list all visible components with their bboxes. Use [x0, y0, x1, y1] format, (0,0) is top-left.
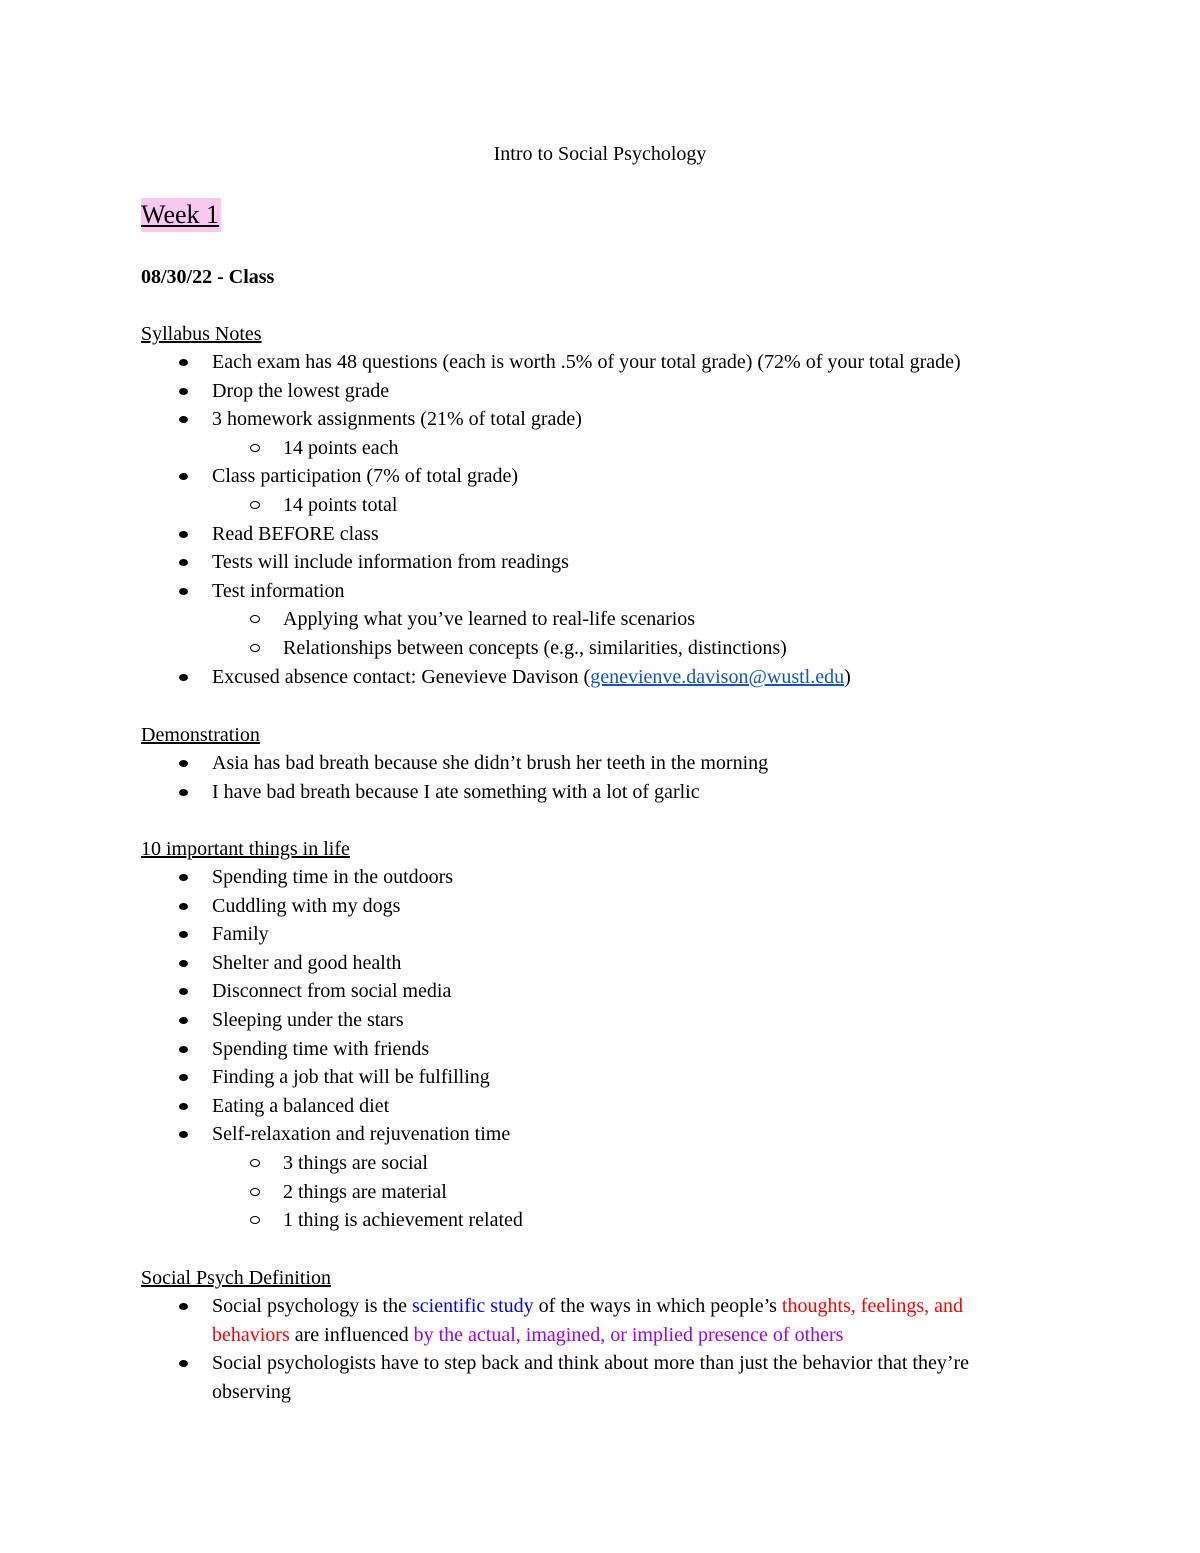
- definition-section: [141, 1264, 1042, 1406]
- definition-heading: Social Psych Definition: [141, 1267, 331, 1289]
- circle-bullet-icon: [250, 1188, 260, 1196]
- bullet-icon: [179, 1074, 188, 1081]
- list-item: Social psychologists have to step back and think about more than just the behavior that they’re observing: [141, 1349, 1042, 1406]
- circle-bullet-icon: [250, 501, 260, 509]
- list-item: Each exam has 48 questions (each is worth .5% of your total grade) (72% of your total grade): [141, 348, 961, 377]
- bullet-icon: [179, 1360, 188, 1367]
- bullet-icon: [179, 1017, 188, 1024]
- list-item: Eating a balanced diet: [141, 1092, 523, 1121]
- list-item: Self-relaxation and rejuvenation time 3 things are social 2 things are material 1 thing is achievement related: [141, 1120, 523, 1234]
- circle-bullet-icon: [250, 1216, 260, 1224]
- bullet-icon: [179, 674, 188, 681]
- bullet-icon: [179, 359, 188, 366]
- sub-list-item: Applying what you’ve learned to real-life scenarios: [141, 605, 961, 634]
- syllabus-list: [141, 348, 961, 691]
- list-item: Family: [141, 920, 523, 949]
- circle-bullet-icon: [250, 644, 260, 652]
- demonstration-heading: Demonstration: [141, 724, 260, 746]
- bullet-icon: [179, 416, 188, 423]
- bullet-icon: [179, 473, 188, 480]
- week-heading: Week 1: [141, 198, 221, 232]
- document-title: Intro to Social Psychology: [493, 143, 707, 165]
- sub-list-item: 1 thing is achievement related: [141, 1206, 523, 1235]
- email-link[interactable]: genevienve.davison@wustl.edu: [590, 665, 845, 688]
- bullet-icon: [179, 960, 188, 967]
- demonstration-section: [141, 721, 768, 806]
- list-item: Excused absence contact: Genevieve Davison (genevienve.davison@wustl.edu): [141, 663, 961, 692]
- bullet-icon: [179, 588, 188, 595]
- list-item: Cuddling with my dogs: [141, 892, 523, 921]
- list-item: Drop the lowest grade: [141, 377, 961, 406]
- list-item: Finding a job that will be fulfilling: [141, 1063, 523, 1092]
- important-things-heading: 10 important things in life: [141, 838, 350, 860]
- bullet-icon: [179, 789, 188, 796]
- bullet-icon: [179, 531, 188, 538]
- sub-list-item: 14 points total: [141, 491, 961, 520]
- bullet-icon: [179, 1103, 188, 1110]
- list-item: 3 homework assignments (21% of total grade) 14 points each: [141, 405, 961, 462]
- date-heading: 08/30/22 - Class: [141, 266, 275, 288]
- sub-list-item: 3 things are social: [141, 1149, 523, 1178]
- syllabus-heading: Syllabus Notes: [141, 323, 262, 345]
- list-item: Social psychology is the scientific study of the ways in which people’s thoughts, feelings, and behaviors are influenced by the actual, imagined, or implied presence of others: [141, 1292, 1042, 1349]
- sub-list-item: 2 things are material: [141, 1178, 523, 1207]
- bullet-icon: [179, 559, 188, 566]
- bullet-icon: [179, 874, 188, 881]
- list-item: Spending time in the outdoors: [141, 863, 523, 892]
- demonstration-list: [141, 749, 768, 806]
- list-item: I have bad breath because I ate something with a lot of garlic: [141, 778, 768, 807]
- bullet-icon: [179, 1303, 188, 1310]
- important-things-section: [141, 835, 523, 1235]
- definition-list: [141, 1292, 1042, 1406]
- bullet-icon: [179, 903, 188, 910]
- sub-list-item: Relationships between concepts (e.g., similarities, distinctions): [141, 634, 961, 663]
- syllabus-section: [141, 320, 961, 691]
- list-item: Read BEFORE class: [141, 520, 961, 549]
- list-item: Tests will include information from readings: [141, 548, 961, 577]
- list-item: Sleeping under the stars: [141, 1006, 523, 1035]
- circle-bullet-icon: [250, 444, 260, 452]
- list-item: Spending time with friends: [141, 1035, 523, 1064]
- circle-bullet-icon: [250, 615, 260, 623]
- bullet-icon: [179, 760, 188, 767]
- circle-bullet-icon: [250, 1159, 260, 1167]
- list-item: Asia has bad breath because she didn’t brush her teeth in the morning: [141, 749, 768, 778]
- bullet-icon: [179, 1046, 188, 1053]
- bullet-icon: [179, 988, 188, 995]
- bullet-icon: [179, 931, 188, 938]
- bullet-icon: [179, 388, 188, 395]
- sub-list-item: 14 points each: [141, 434, 961, 463]
- list-item: Shelter and good health: [141, 949, 523, 978]
- list-item: Disconnect from social media: [141, 977, 523, 1006]
- list-item: Test information Applying what you’ve learned to real-life scenarios Relationships between concepts (e.g., similarities, distinctions): [141, 577, 961, 663]
- bullet-icon: [179, 1131, 188, 1138]
- important-things-list: [141, 863, 523, 1235]
- list-item: Class participation (7% of total grade) 14 points total: [141, 462, 961, 519]
